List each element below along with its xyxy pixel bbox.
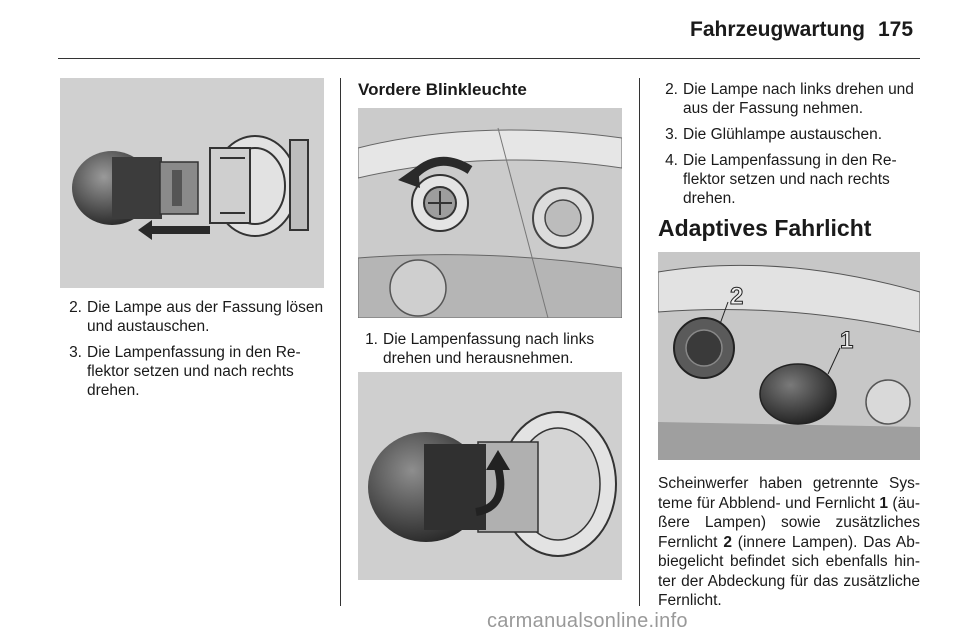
step-number: 1. xyxy=(365,331,378,348)
adaptive-light-paragraph xyxy=(658,474,920,611)
step-number: 3. xyxy=(69,344,82,361)
bulb-removal-illustration xyxy=(60,78,324,288)
step-text: Die Lampe aus der Fassung lösen und austauschen. xyxy=(87,299,324,335)
list-item xyxy=(658,80,922,118)
list-item xyxy=(658,125,922,144)
col1-steps xyxy=(62,298,326,407)
col3-steps xyxy=(658,80,922,215)
step-text: Die Lampe nach links drehen und aus der Fassung nehmen. xyxy=(683,81,914,117)
step-number: 2. xyxy=(69,299,82,316)
callout-2: 2 xyxy=(730,283,744,310)
paragraph-text: Scheinwerfer haben getrennte Sys-teme für Abblend- und Fernlicht xyxy=(658,475,920,512)
section-title-adaptive-light: Adaptives Fahrlicht xyxy=(658,215,872,241)
paragraph-text: (innere Lampen). Das Ab-biegelicht befindet sich ebenfalls hin-ter der Abdeckung für das zusätzliche Fernlicht. xyxy=(658,533,920,609)
list-item xyxy=(358,330,622,368)
step-number: 4. xyxy=(665,152,678,169)
step-number: 3. xyxy=(665,126,678,143)
step-number: 2. xyxy=(665,81,678,98)
column-divider-1 xyxy=(340,78,341,606)
step-text: Die Lampenfassung in den Re-flektor setzen und nach rechts drehen. xyxy=(87,344,301,399)
paragraph-bold: 2 xyxy=(723,533,732,551)
page-number: 175 xyxy=(878,18,914,41)
list-item xyxy=(62,298,326,336)
col2-steps xyxy=(358,330,622,375)
callout-1: 1 xyxy=(840,327,854,354)
paragraph-bold: 1 xyxy=(879,494,888,512)
page-header-title: Fahrzeugwartung xyxy=(690,18,866,41)
paragraph-text: (äu-ßere Lampen) sowie zusätzliches Fernlicht xyxy=(658,494,920,551)
section-title-front-indicator: Vordere Blinkleuchte xyxy=(358,80,527,99)
header-divider xyxy=(58,58,920,59)
step-text: Die Lampenfassung in den Re-flektor setzen und nach rechts drehen. xyxy=(683,152,897,207)
indicator-bulb-socket-illustration xyxy=(358,372,622,580)
list-item xyxy=(658,151,922,208)
list-item xyxy=(62,343,326,400)
step-text: Die Lampenfassung nach links drehen und herausnehmen. xyxy=(383,331,595,367)
step-text: Die Glühlampe austauschen. xyxy=(683,126,883,143)
column-divider-2 xyxy=(639,78,640,606)
headlamp-rear-illustration xyxy=(658,252,920,460)
watermark: carmanualsonline.info xyxy=(487,610,688,632)
front-indicator-housing-illustration xyxy=(358,108,622,318)
